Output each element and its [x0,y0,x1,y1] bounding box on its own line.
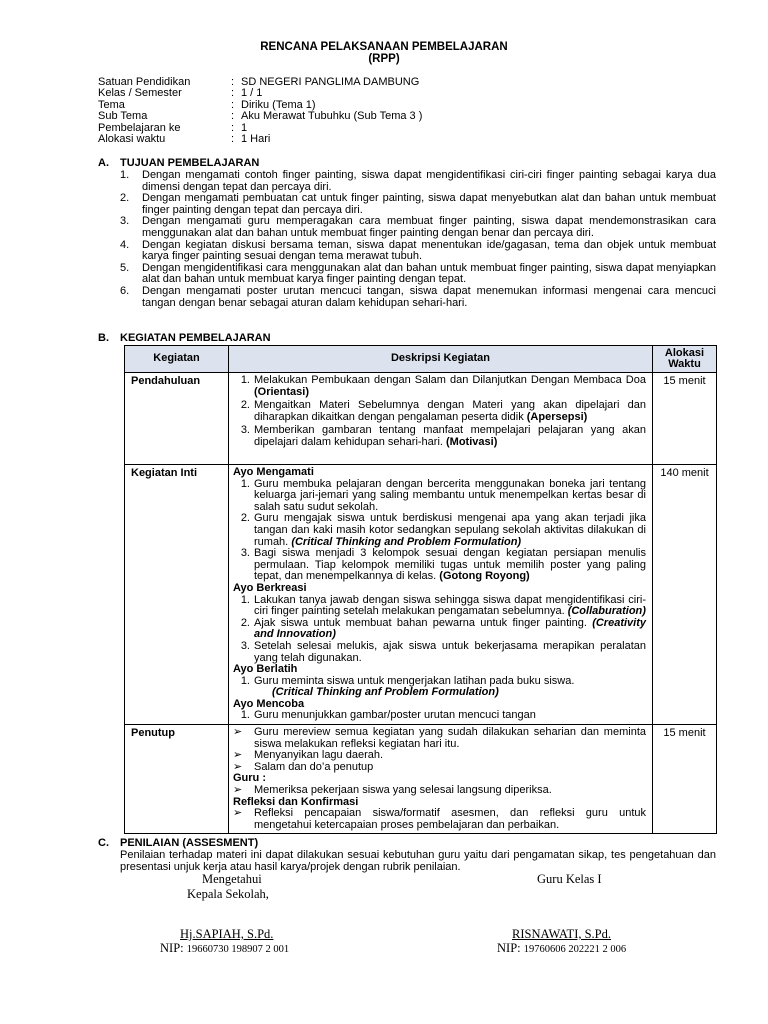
list-item: 6. Dengan mengamati poster urutan mencuci tangan, siswa dapat menemukan informasi mengenai cara mencuci tangan dengan benar sebagai aturan dalam kehidupan sehari-hari. [120,284,716,309]
stage-name: Kegiatan Inti [125,465,229,725]
stage-duration: 15 menit [653,373,717,465]
teacher-nip: NIP: 19760606 202221 2 006 [497,941,627,955]
arrow-bullet-icon: ➢ [233,749,243,762]
column-header-kegiatan: Kegiatan [125,346,229,373]
stage-duration: 15 menit [653,725,717,834]
arrow-bullet-icon: ➢ [233,726,243,739]
identity-row: Tema : Diriku (Tema 1) [98,98,316,111]
table-header-row [125,346,717,373]
identity-label: Sub Tema [98,110,148,123]
identity-value: 1 Hari [241,132,271,145]
objectives-list [120,170,716,309]
signature-right-line1: Guru Kelas I [537,872,602,886]
stage-name: Pendahuluan [125,373,229,465]
identity-value: Aku Merawat Tubuhku (Sub Tema 3 ) [241,110,423,123]
identity-label: Kelas / Semester [98,87,182,100]
identity-value: SD NEGERI PANGLIMA DAMBUNG [241,76,420,88]
stage-duration: 140 menit [653,465,717,725]
identity-value: 1 / 1 [241,87,263,100]
principal-name: Hj.SAPIAH, S.Pd. [180,927,274,941]
identity-label: Satuan Pendidikan [98,76,191,88]
list-item: 4. Dengan kegiatan diskusi bersama teman, siswa dapat menentukan ide/gagasan, tema dan objek untuk membuat karya finger painting sesuai dengan tema merawat tubuh. [120,238,716,263]
signature-left-line1: Mengetahui [202,872,262,886]
arrow-bullet-icon: ➢ [233,807,243,820]
document-title: RENCANA PELAKSANAAN PEMBELAJARAN [260,41,508,53]
stage-description: ➢ Guru mereview semua kegiatan yang sudah dilakukan seharian dan meminta siswa melakukan refleksi kegiatan hari itu. ➢ Menyanyikan lagu daerah. ➢ Salam dan do’a penutup Guru : ➢ Memeriksa pekerjaan siswa yang selesai langsung diperiksa. Refleksi dan Konfirmasi ➢ Refleksi pencapaian siswa/formatif asesmen, dan refleksi guru untuk mengetahui ketercapaian proses pembelajaran dan perbaikan. [229,725,653,834]
identity-row: Kelas / Semester : 1 / 1 [98,87,263,100]
identity-label: Tema [98,98,125,111]
list-item: 3. Dengan mengamati guru memperagakan cara membuat finger painting, siswa dapat mendemonstrasikan cara menggunakan alat dan bahan untuk membuat finger painting dengan benar dan percaya diri. [120,215,716,239]
assessment-text: Penilaian terhadap materi ini dapat dilakukan sesuai kebutuhan guru yaitu dari pengamatan sikap, tes pengetahuan dan presentasi unjuk kerja atau hasil karya/projek dengan rubrik penilaian. [120,849,716,873]
arrow-bullet-icon: ➢ [233,784,243,797]
stage-description: 1. Melakukan Pembukaan dengan Salam dan Dilanjutkan Dengan Membaca Doa (Orientasi) 2. Mengaitkan Materi Sebelumnya dengan Materi yang akan dipelajari dan diharapkan dikaitkan dengan pengalaman peserta didik (Apersepsi) 3. Memberikan gambaran tentang manfaat mempelajari pelajaran yang akan dipelajari dalam kehidupan sehari-hari. (Motivasi) [229,373,653,465]
identity-label: Alokasi waktu [98,132,166,145]
list-item: 1. Dengan mengamati contoh finger painting, siswa dapat mengidentifikasi ciri-ciri finger painting sebagai karya dua dimensi dengan tepat dan percaya diri. [120,169,716,193]
stage-description: Ayo Mengamati 1. Guru membuka pelajaran dengan bercerita menggunakan boneka jari tentang keluarga jari-jemari yang saling membantu untuk menempelkan kertas besar di salah satu sudut sekolah. 2. Guru mengajak siswa untuk berdiskusi mengenai apa yang akan terjadi jika tangan dan kaki masih kotor sedangkan sepulang sekolah aktivitas dilakukan di rumah. (Critical Thinking and Problem Formulation) 3. Bagi siswa menjadi 3 kelompok sesuai dengan kegiatan persiapan menulis permulaan. Tiap kelompok memiliki tugas untuk memilih poster yang paling tepat, dan menempelkannya di kelas. (Gotong Royong) Ayo Berkreasi 1. Lakukan tanya jawab dengan siswa sehingga siswa dapat mengidentifikasi ciri-ciri finger painting setelah melakukan pengamatan sebelumnya. (Collaburation) 2. Ajak siswa untuk membuat bahan pewarna untuk finger painting. (Creativity and Innovation) 3. Setelah selesai melukis, ajak siswa untuk bekerjasama merapikan peralatan yang telah digunakan. Ayo Berlatih 1. Guru meminta siswa untuk mengerjakan latihan pada buku siswa. (Critical Thinking anf Problem Formulation) Ayo Mencoba 1. Guru menunjukkan gambar/poster urutan mencuci tangan [229,465,653,725]
column-header-deskripsi: Deskripsi Kegiatan [229,346,653,373]
identity-row: Pembelajaran ke : 1 [98,121,248,134]
identity-value: 1 [241,121,248,134]
section-b-heading: B. KEGIATAN PEMBELAJARAN [98,332,271,344]
column-header-alokasi: Alokasi Waktu [653,346,717,373]
list-item: 5. Dengan mengidentifikasi cara menggunakan alat dan bahan untuk membuat finger painting, siswa dapat menyiapkan alat dan bahan untuk membuat karya finger painting dengan tepat. [120,261,716,286]
list-item: 2. Dengan mengamati pembuatan cat untuk finger painting, siswa dapat menyebutkan alat dan bahan untuk membuat finger painting dengan tepat dan percaya diri. [120,192,716,216]
table-row [125,725,717,834]
identity-value: Diriku (Tema 1) [241,98,316,111]
arrow-bullet-icon: ➢ [233,760,243,773]
stage-name: Penutup [125,725,229,834]
section-a-heading: A. TUJUAN PEMBELAJARAN [98,157,260,169]
identity-row: Satuan Pendidikan : SD NEGERI PANGLIMA DAMBUNG [98,76,420,88]
activities-table [124,345,717,834]
document-subtitle: (RPP) [368,53,400,65]
table-row [125,373,717,465]
teacher-name: RISNAWATI, S.Pd. [512,927,612,941]
identity-row: Alokasi waktu : 1 Hari [98,132,271,145]
identity-row: Sub Tema : Aku Merawat Tubuhku (Sub Tema 3 ) [98,110,423,123]
identity-block [98,77,422,145]
identity-label: Pembelajaran ke [98,121,181,134]
signature-left-line2: Kepala Sekolah, [187,887,269,901]
principal-nip: NIP: 19660730 198907 2 001 [160,941,290,955]
section-c-heading: C. PENILAIAN (ASSESMENT) [98,837,259,849]
table-row [125,465,717,725]
